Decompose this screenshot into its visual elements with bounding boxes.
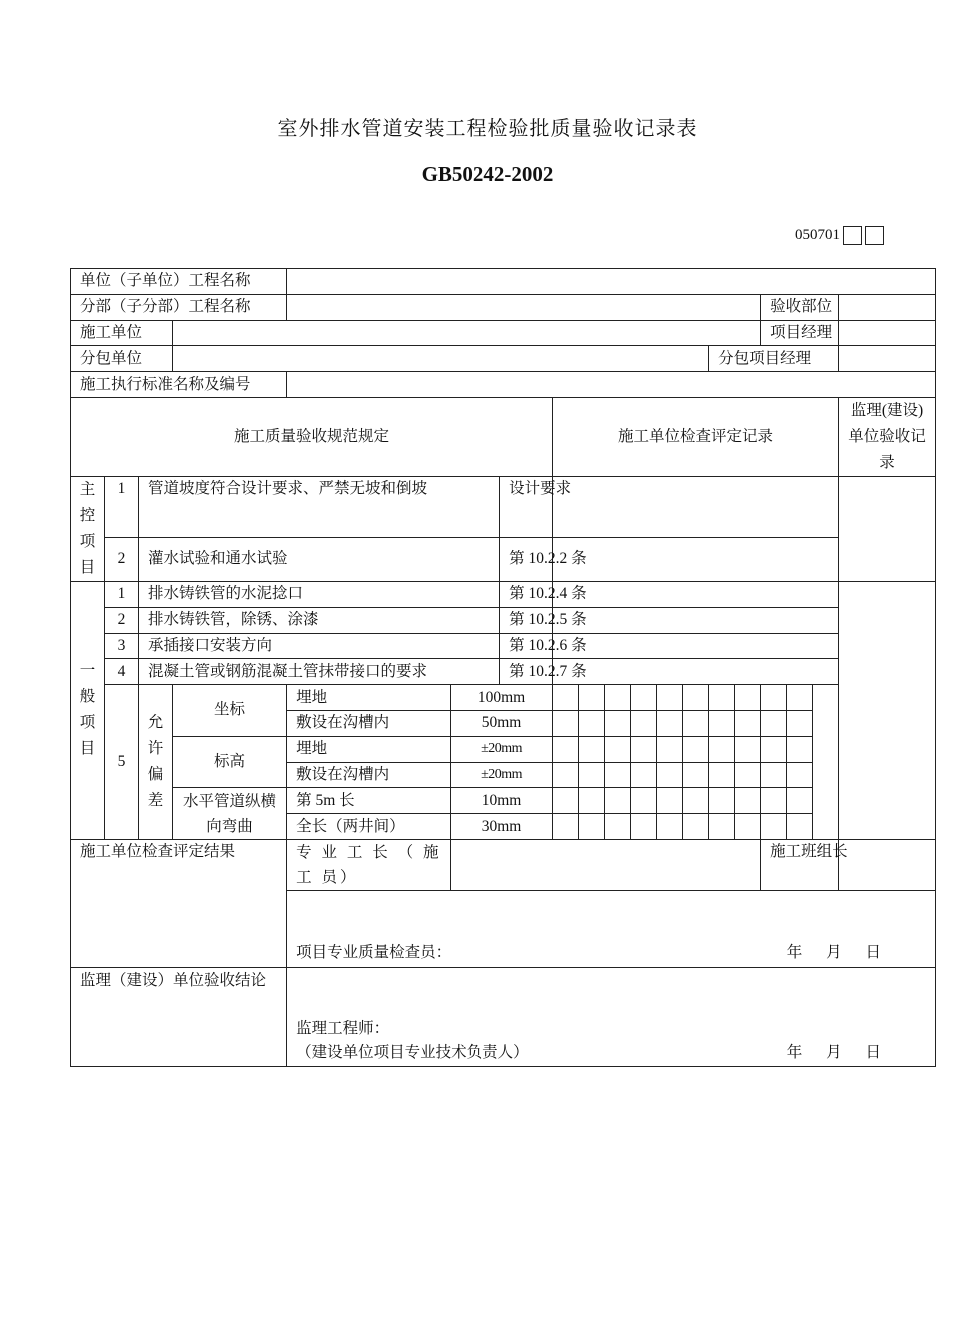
check-cell[interactable] (709, 685, 735, 711)
deviation-item-no: 5 (105, 685, 139, 840)
deviation-row-5 (71, 788, 936, 814)
main-item-inspection[interactable] (553, 476, 839, 537)
check-cell[interactable] (579, 762, 605, 788)
general-item-inspection[interactable] (553, 659, 839, 685)
check-cell[interactable] (657, 710, 683, 736)
check-cell[interactable] (657, 814, 683, 840)
general-item-row-4 (71, 659, 936, 685)
supervision-date (767, 1041, 881, 1065)
supervision-day: 日 (865, 1043, 882, 1061)
general-item-no: 2 (105, 607, 139, 633)
inspection-column-header: 施工单位检查评定记录 (553, 397, 839, 476)
supervision-conclusion-label: 监理（建设）单位验收结论 (71, 967, 287, 1066)
row-unit-project (71, 269, 936, 295)
check-cell[interactable] (683, 710, 709, 736)
check-cell[interactable] (761, 736, 787, 762)
check-cell[interactable] (709, 710, 735, 736)
deviation-value: 10mm (451, 788, 553, 814)
check-cell[interactable] (787, 762, 813, 788)
deviation-sub: 埋地 (287, 685, 451, 711)
general-item-ref: 第 10.2.5 条 (500, 607, 553, 633)
deviation-value: 50mm (451, 710, 553, 736)
check-cell[interactable] (657, 685, 683, 711)
deviation-row-1 (71, 685, 936, 711)
result-year: 年 (786, 943, 803, 961)
check-cell[interactable] (605, 788, 631, 814)
check-cell[interactable] (579, 788, 605, 814)
unit-project-value[interactable] (287, 269, 936, 295)
general-item-ref: 第 10.2.4 条 (500, 581, 553, 607)
check-cell[interactable] (657, 762, 683, 788)
main-item-text: 灌水试验和通水试验 (139, 537, 500, 581)
check-cell[interactable] (683, 762, 709, 788)
check-cell[interactable] (761, 762, 787, 788)
row-column-headers (71, 397, 936, 476)
check-cell[interactable] (735, 685, 761, 711)
general-item-row-2 (71, 607, 936, 633)
row-sub-project (71, 294, 936, 320)
acceptance-table (70, 268, 936, 1067)
deviation-label: 允许偏差 (139, 685, 173, 840)
code-box-1[interactable] (843, 226, 862, 245)
check-cell[interactable] (553, 762, 579, 788)
standard-name-value[interactable] (287, 372, 936, 398)
general-item-ref: 第 10.2.6 条 (500, 633, 553, 659)
check-cell[interactable] (787, 736, 813, 762)
check-cell[interactable] (553, 814, 579, 840)
check-cell[interactable] (605, 736, 631, 762)
check-cell[interactable] (683, 685, 709, 711)
check-cell[interactable] (787, 685, 813, 711)
subcontract-manager-label: 分包项目经理 (709, 346, 839, 372)
general-item-inspection[interactable] (553, 633, 839, 659)
deviation-sub: 第 5m 长 (287, 788, 451, 814)
result-row-1 (71, 839, 936, 890)
general-item-ref: 第 10.2.7 条 (500, 659, 553, 685)
check-cell[interactable] (761, 788, 787, 814)
team-leader-label: 施工班组长 (761, 839, 839, 890)
check-cell[interactable] (579, 685, 605, 711)
check-cell[interactable] (579, 814, 605, 840)
check-cell[interactable] (631, 762, 657, 788)
check-cell[interactable] (761, 814, 787, 840)
main-item-row-2 (71, 537, 936, 581)
result-day: 日 (865, 943, 882, 961)
general-item-no: 4 (105, 659, 139, 685)
code-number: 050701 (795, 227, 840, 243)
deviation-value: ±20mm (451, 762, 553, 788)
deviation-value: 30mm (451, 814, 553, 840)
supervision-conclusion-cell[interactable] (287, 967, 936, 1066)
check-cell[interactable] (709, 736, 735, 762)
project-manager-label: 项目经理 (761, 320, 839, 346)
deviation-sub: 敷设在沟槽内 (287, 710, 451, 736)
deviation-value: 100mm (451, 685, 553, 711)
check-cell[interactable] (735, 736, 761, 762)
general-item-inspection[interactable] (553, 581, 839, 607)
main-item-row-1 (71, 476, 936, 537)
unit-project-label: 单位（子单位）工程名称 (71, 269, 287, 295)
main-items-supervision[interactable] (839, 476, 936, 581)
general-item-no: 1 (105, 581, 139, 607)
general-item-text: 混凝土管或钢筋混凝土管抹带接口的要求 (139, 659, 500, 685)
general-item-inspection[interactable] (553, 607, 839, 633)
check-cell[interactable] (657, 788, 683, 814)
deviation-category: 标高 (173, 736, 287, 788)
check-cell[interactable] (709, 788, 735, 814)
check-cell[interactable] (787, 814, 813, 840)
deviation-category: 坐标 (173, 685, 287, 737)
supervision-month: 月 (826, 1043, 842, 1061)
deviation-sub: 敷设在沟槽内 (287, 762, 451, 788)
result-date (767, 941, 881, 965)
check-cell[interactable] (579, 710, 605, 736)
spec-column-header: 施工质量验收规范规定 (71, 397, 553, 476)
check-cell[interactable] (605, 685, 631, 711)
team-leader-value[interactable] (839, 839, 936, 890)
check-cell[interactable] (683, 788, 709, 814)
check-cell[interactable] (709, 814, 735, 840)
check-cell[interactable] (735, 788, 761, 814)
main-item-inspection[interactable] (553, 537, 839, 581)
main-item-no: 2 (105, 537, 139, 581)
general-items-supervision[interactable] (839, 581, 936, 839)
acceptance-part-label: 验收部位 (761, 294, 839, 320)
main-item-ref: 设计要求 (500, 476, 553, 537)
check-cell[interactable] (709, 762, 735, 788)
deviation-row-3 (71, 736, 936, 762)
check-cell[interactable] (761, 685, 787, 711)
subcontract-manager-value[interactable] (839, 346, 936, 372)
subcontract-unit-value[interactable] (173, 346, 709, 372)
main-item-ref: 第 10.2.2 条 (500, 537, 553, 581)
check-cell[interactable] (553, 736, 579, 762)
form-code (795, 226, 884, 245)
acceptance-part-value[interactable] (839, 294, 936, 320)
general-item-text: 承插接口安装方向 (139, 633, 500, 659)
check-cell[interactable] (787, 710, 813, 736)
standard-code: GB50242-2002 (421, 162, 554, 186)
foreman-label: 专 业 工 长 （ 施 工 员） (287, 839, 451, 890)
check-cell[interactable] (631, 685, 657, 711)
check-cell[interactable] (735, 762, 761, 788)
inspector-label: 项目专业质量检查员： (296, 943, 452, 961)
supervision-row (71, 967, 936, 1066)
check-cell[interactable] (631, 710, 657, 736)
check-cell[interactable] (553, 710, 579, 736)
deviation-value: ±20mm (451, 736, 553, 762)
check-cell[interactable] (605, 814, 631, 840)
result-label: 施工单位检查评定结果 (71, 839, 287, 967)
construction-unit-label: 施工单位 (71, 320, 173, 346)
result-month: 月 (826, 943, 842, 961)
check-cell[interactable] (553, 685, 579, 711)
row-construction-unit (71, 320, 936, 346)
check-cell[interactable] (553, 788, 579, 814)
general-item-text: 排水铸铁管的水泥捻口 (139, 581, 500, 607)
check-cell[interactable] (631, 788, 657, 814)
check-cell[interactable] (631, 814, 657, 840)
deviation-sub: 埋地 (287, 736, 451, 762)
check-cell[interactable] (735, 710, 761, 736)
supervision-year: 年 (786, 1043, 803, 1061)
check-cell[interactable] (787, 788, 813, 814)
sub-project-label: 分部（子分部）工程名称 (71, 294, 287, 320)
deviation-category: 水平管道纵横向弯曲 (173, 788, 287, 840)
subcontract-unit-label: 分包单位 (71, 346, 173, 372)
main-item-text: 管道坡度符合设计要求、严禁无坡和倒坡 (139, 476, 500, 537)
check-cell[interactable] (735, 814, 761, 840)
check-cell[interactable] (605, 762, 631, 788)
code-box-2[interactable] (865, 226, 884, 245)
check-cell[interactable] (683, 814, 709, 840)
check-cell[interactable] (631, 736, 657, 762)
supervision-column-header: 监理(建设)单位验收记录 (839, 397, 936, 476)
general-item-row-1 (71, 581, 936, 607)
project-manager-value[interactable] (839, 320, 936, 346)
owner-label: （建设单位项目专业技术负责人） (296, 1043, 529, 1061)
foreman-value[interactable] (451, 839, 761, 890)
construction-unit-value[interactable] (173, 320, 761, 346)
check-cell[interactable] (683, 736, 709, 762)
sub-project-value[interactable] (287, 294, 761, 320)
inspector-cell[interactable] (287, 890, 936, 967)
check-cell[interactable] (579, 736, 605, 762)
main-item-no: 1 (105, 476, 139, 537)
row-standard-name (71, 372, 936, 398)
standard-name-label: 施工执行标准名称及编号 (71, 372, 287, 398)
check-cell[interactable] (761, 710, 787, 736)
main-items-group-label: 主控项目 (71, 476, 105, 581)
general-item-text: 排水铸铁管，除锈、涂漆 (139, 607, 500, 633)
general-items-group-label: 一般项目 (71, 581, 105, 839)
check-cell[interactable] (605, 710, 631, 736)
check-cell[interactable] (657, 736, 683, 762)
form-title: 室外排水管道安装工程检验批质量验收记录表 (277, 116, 698, 140)
general-item-no: 3 (105, 633, 139, 659)
general-item-row-3 (71, 633, 936, 659)
engineer-label: 监理工程师： (296, 1019, 390, 1037)
row-subcontract-unit (71, 346, 936, 372)
deviation-sub: 全长（两井间） (287, 814, 451, 840)
